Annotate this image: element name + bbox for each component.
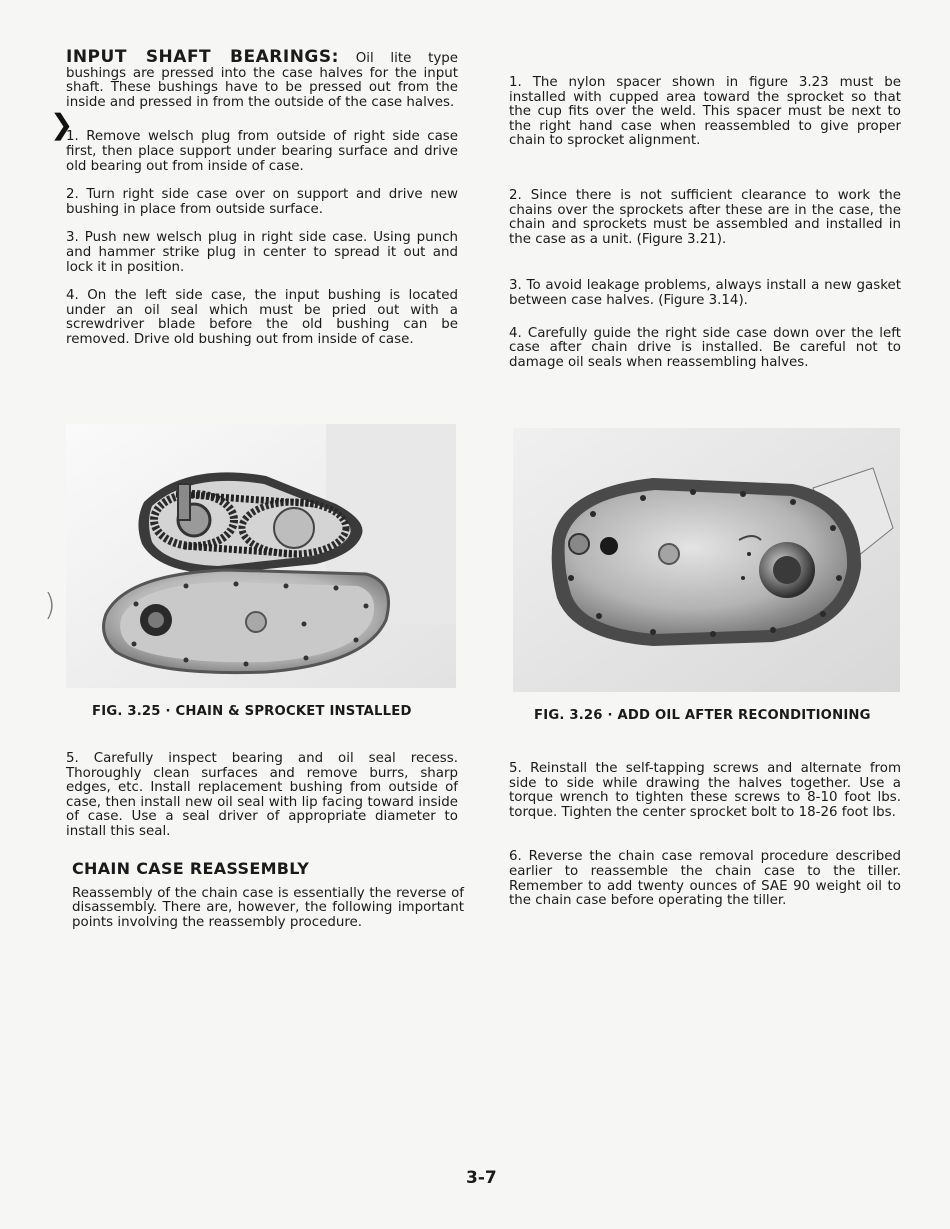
- figure-3-25-photo: [66, 424, 456, 688]
- right-step-2: 2. Since there is not sufficient clearance to work the chains over the sprockets after these are in the case, the chain and sprockets must be assembled and installed in the case as a unit. (Figure 3.21).: [509, 187, 901, 247]
- left-column-bottom: [66, 752, 458, 854]
- intro-paragraph: [66, 47, 458, 110]
- right-column-bottom: [509, 762, 901, 923]
- left-step-3: 3. Push new welsch plug in right side case. Using punch and hammer strike plug in center to spread it out and lock it in position.: [66, 230, 458, 275]
- section-text: Reassembly of the chain case is essentially the reverse of disassembly. There are, however, the following important points involving the reassembly procedure.: [72, 885, 464, 930]
- right-step-1: 1. The nylon spacer shown in figure 3.23 must be installed with cupped area toward the sprocket so that the cup fits over the weld. This spacer must be next to the right hand case when reassembled to give proper chain to sprocket alignment.: [509, 75, 901, 149]
- left-step-5: 5. Carefully inspect bearing and oil seal recess. Thoroughly clean surfaces and remove burrs, sharp edges, etc. Install replacement bushing from outside of case, then install new oil seal with lip facing toward inside of case. Use a seal driver of appropriate diameter to install this seal.: [66, 751, 458, 839]
- oil-fill-illustration: [513, 428, 900, 692]
- left-step-2: 2. Turn right side case over on support and drive new bushing in place from outside surface.: [66, 187, 458, 217]
- left-step-4: 4. On the left side case, the input bushing is located under an oil seal which must be pried out with a screwdriver blade before the old bushing can be removed. Drive old bushing out from inside of case.: [66, 288, 458, 347]
- left-column-top: [66, 47, 458, 362]
- margin-binding-mark: ❯: [50, 108, 74, 141]
- intro-title: INPUT SHAFT BEARINGS:: [66, 47, 339, 67]
- page-number: 3-7: [466, 1168, 497, 1188]
- figure-3-26-photo: [513, 428, 900, 692]
- right-step-3: 3. To avoid leakage problems, always install a new gasket between case halves. (Figure 3.14).: [509, 278, 901, 308]
- margin-paren-mark: ): [44, 588, 56, 623]
- section-title: CHAIN CASE REASSEMBLY: [72, 859, 310, 878]
- chain-sprocket-illustration: [66, 424, 456, 688]
- figure-3-26-caption: FIG. 3.26 · ADD OIL AFTER RECONDITIONING: [534, 708, 871, 723]
- intro-text: Oil lite type bushings are pressed into the case halves for the input shaft. These bushings have to be pressed out from the inside and pressed in from the outside of the case halves.: [66, 51, 458, 110]
- reassembly-section: [72, 859, 464, 944]
- right-step-5: 5. Reinstall the self-tapping screws and alternate from side to side while drawing the halves together. Use a torque wrench to tighten these screws to 8-10 foot lbs. torque. Tighten the center sprocket bolt to 18-26 foot lbs.: [509, 761, 901, 820]
- figure-3-25-caption: FIG. 3.25 · CHAIN & SPROCKET INSTALLED: [92, 704, 412, 719]
- right-step-4: 4. Carefully guide the right side case down over the left case after chain drive is installed. Be careful not to damage oil seals when reassembling halves.: [509, 325, 901, 370]
- right-column-top: [509, 76, 901, 384]
- right-step-6: 6. Reverse the chain case removal procedure described earlier to reassemble the chain case to the tiller. Remember to add twenty ounces of SAE 90 weight oil to the chain case before operating the tiller.: [509, 849, 901, 909]
- left-step-1: 1. Remove welsch plug from outside of right side case first, then place support under bearing surface and drive old bearing out from inside of case.: [66, 129, 458, 174]
